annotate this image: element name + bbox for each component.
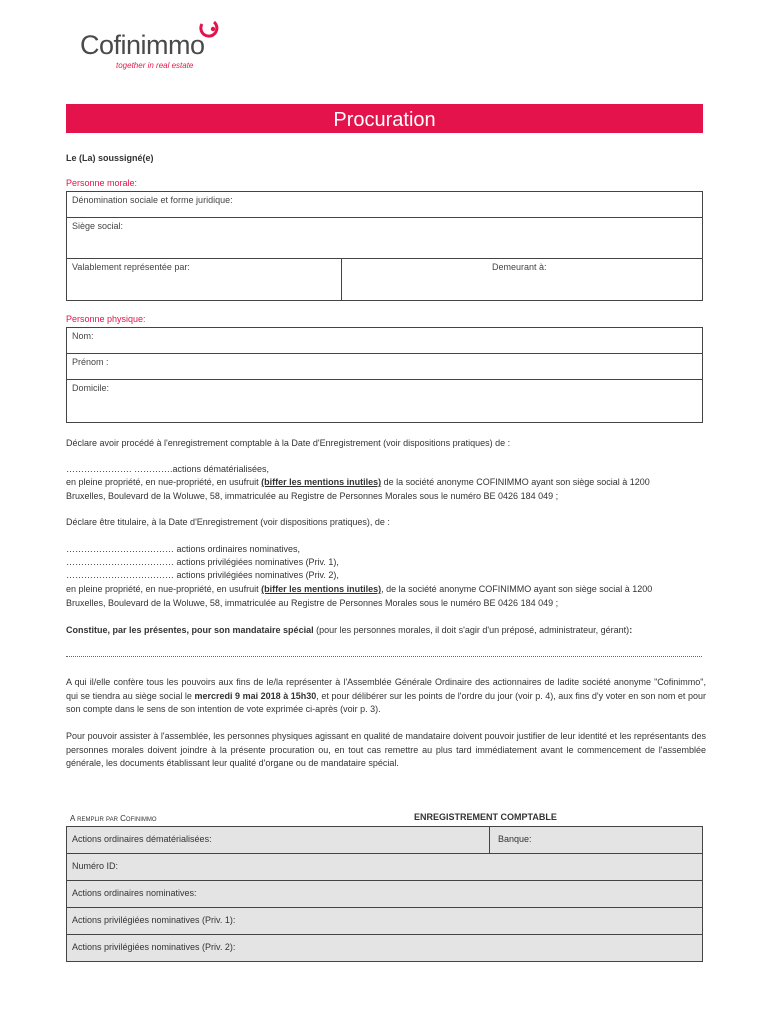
footer-row-banque[interactable] <box>489 826 703 854</box>
constitue-bold: Constitue, par les présentes, pour son mandataire spécial <box>66 625 314 635</box>
mandataire-dotted-line[interactable] <box>66 656 702 657</box>
aqui-paragraph <box>66 676 706 717</box>
prenom-label: Prénom : <box>72 357 109 367</box>
footer-ordinaires-label: Actions ordinaires nominatives: <box>72 888 197 898</box>
ownership-underline: (biffer les mentions inutiles) <box>261 477 382 487</box>
logo-name: Cofinimmo <box>80 30 205 60</box>
intro-text: Le (La) soussigné(e) <box>66 153 154 163</box>
denomination-field[interactable] <box>66 191 703 218</box>
aqui-date: mercredi 9 mai 2018 à 15h30 <box>194 690 317 701</box>
nom-field[interactable] <box>66 327 703 354</box>
ownership-text-a: en pleine propriété, en nue-propriété, en usufruit <box>66 477 262 487</box>
footer-left-label: A remplir par Cofinimmo <box>70 814 157 823</box>
personne-physique-heading: Personne physique: <box>66 314 146 324</box>
represente-field[interactable] <box>66 258 342 301</box>
logo-tagline: together in real estate <box>116 61 194 70</box>
siege-label: Siège social: <box>72 221 124 231</box>
domicile-label: Domicile: <box>72 383 110 393</box>
demeurant-label: Demeurant à: <box>492 262 547 272</box>
dematerialised-line: …………………. ………….actions dématérialisées, <box>66 464 270 474</box>
footer-row-ordinaires[interactable] <box>66 880 703 908</box>
declare-paragraph-1: Déclare avoir procédé à l'enregistrement comptable à la Date d'Enregistrement (voir dispositions pratiques) de : <box>66 438 511 448</box>
ownership2-text-c: Bruxelles, Boulevard de la Woluwe, 58, immatriculée au Registre de Personnes Morales sous le numéro BE 0426 184 049 ; <box>66 597 559 608</box>
domicile-field[interactable] <box>66 379 703 423</box>
ownership2-underline: (biffer les mentions inutiles) <box>261 584 382 594</box>
footer-priv2-label: Actions privilégiées nominatives (Priv. 2): <box>72 942 236 952</box>
list-line-3: ……………………………… actions privilégiées nominatives (Priv. 2), <box>66 570 339 580</box>
list-line-1: ……………………………… actions ordinaires nominatives, <box>66 544 301 554</box>
ownership-text-c: Bruxelles, Boulevard de la Woluwe, 58, immatriculée au Registre de Personnes Morales sous le numéro BE 0426 184 049 ; <box>66 490 559 501</box>
aqui-text-1: A qui il/elle confère tous les pouvoirs aux fins de le/la représenter à l'Assemblée Générale Ordinaire des actionnaires de ladite société anonyme "Cofinimmo", qui se tiendra au siège social le <box>66 677 706 701</box>
footer-numero-label: Numéro ID: <box>72 861 119 871</box>
pour-paragraph: Pour pouvoir assister à l'assemblée, les personnes physiques agissant en qualité de mandataire doivent pouvoir justifier de leur identité et les représentants des personnes morales doivent joindre à la présente procuration ou, en tout cas remettre au plus tard immédiatement avant le commencement de l'assemblée générale, les documents établissant leur qualité d'organe ou de mandataire spécial. <box>66 731 706 768</box>
footer-row-numero[interactable] <box>66 853 703 881</box>
constitue-paragraph <box>66 624 706 638</box>
footer-center-label: ENREGISTREMENT COMPTABLE <box>414 812 557 822</box>
constitue-colon: : <box>629 625 633 635</box>
declare-paragraph-2: Déclare être titulaire, à la Date d'Enregistrement (voir dispositions pratiques), de : <box>66 517 390 527</box>
denomination-label: Dénomination sociale et forme juridique: <box>72 195 233 205</box>
list-line-2: ……………………………… actions privilégiées nominatives (Priv. 1), <box>66 557 339 567</box>
footer-row-dematerialised-label: Actions ordinaires dématérialisées: <box>72 834 212 844</box>
footer-header <box>66 812 703 827</box>
page-title: Procuration <box>66 104 703 133</box>
company-logo <box>80 16 230 68</box>
footer-row-priv2[interactable] <box>66 934 703 962</box>
represente-label: Valablement représentée par: <box>72 262 190 272</box>
ownership2-text-b: , de la société anonyme COFINIMMO ayant son siège social à 1200 <box>381 584 653 594</box>
ownership-paragraph-2 <box>66 583 706 610</box>
footer-row-dematerialised[interactable] <box>66 826 490 854</box>
prenom-field[interactable] <box>66 353 703 380</box>
footer-priv1-label: Actions privilégiées nominatives (Priv. 1): <box>72 915 236 925</box>
footer-row-priv1[interactable] <box>66 907 703 935</box>
constitue-regular: (pour les personnes morales, il doit s'agir d'un préposé, administrateur, gérant) <box>313 625 630 635</box>
aqui-text-2: , et pour délibérer sur les points de l'ordre du jour (voir p. 4), aux fins d'y voter en son nom et pour son compte dans le sens de son intention de vote exprimée ci-après (voir p. 3). <box>66 690 706 714</box>
ownership-text-b: de la société anonyme COFINIMMO ayant son siège social à 1200 <box>381 477 650 487</box>
personne-morale-heading: Personne morale: <box>66 178 138 188</box>
footer-banque-label: Banque: <box>498 834 532 844</box>
siege-field[interactable] <box>66 217 703 259</box>
nom-label: Nom: <box>72 331 94 341</box>
ownership2-text-a: en pleine propriété, en nue-propriété, en usufruit <box>66 584 262 594</box>
demeurant-field[interactable] <box>341 258 703 301</box>
ownership-paragraph-1 <box>66 476 706 503</box>
